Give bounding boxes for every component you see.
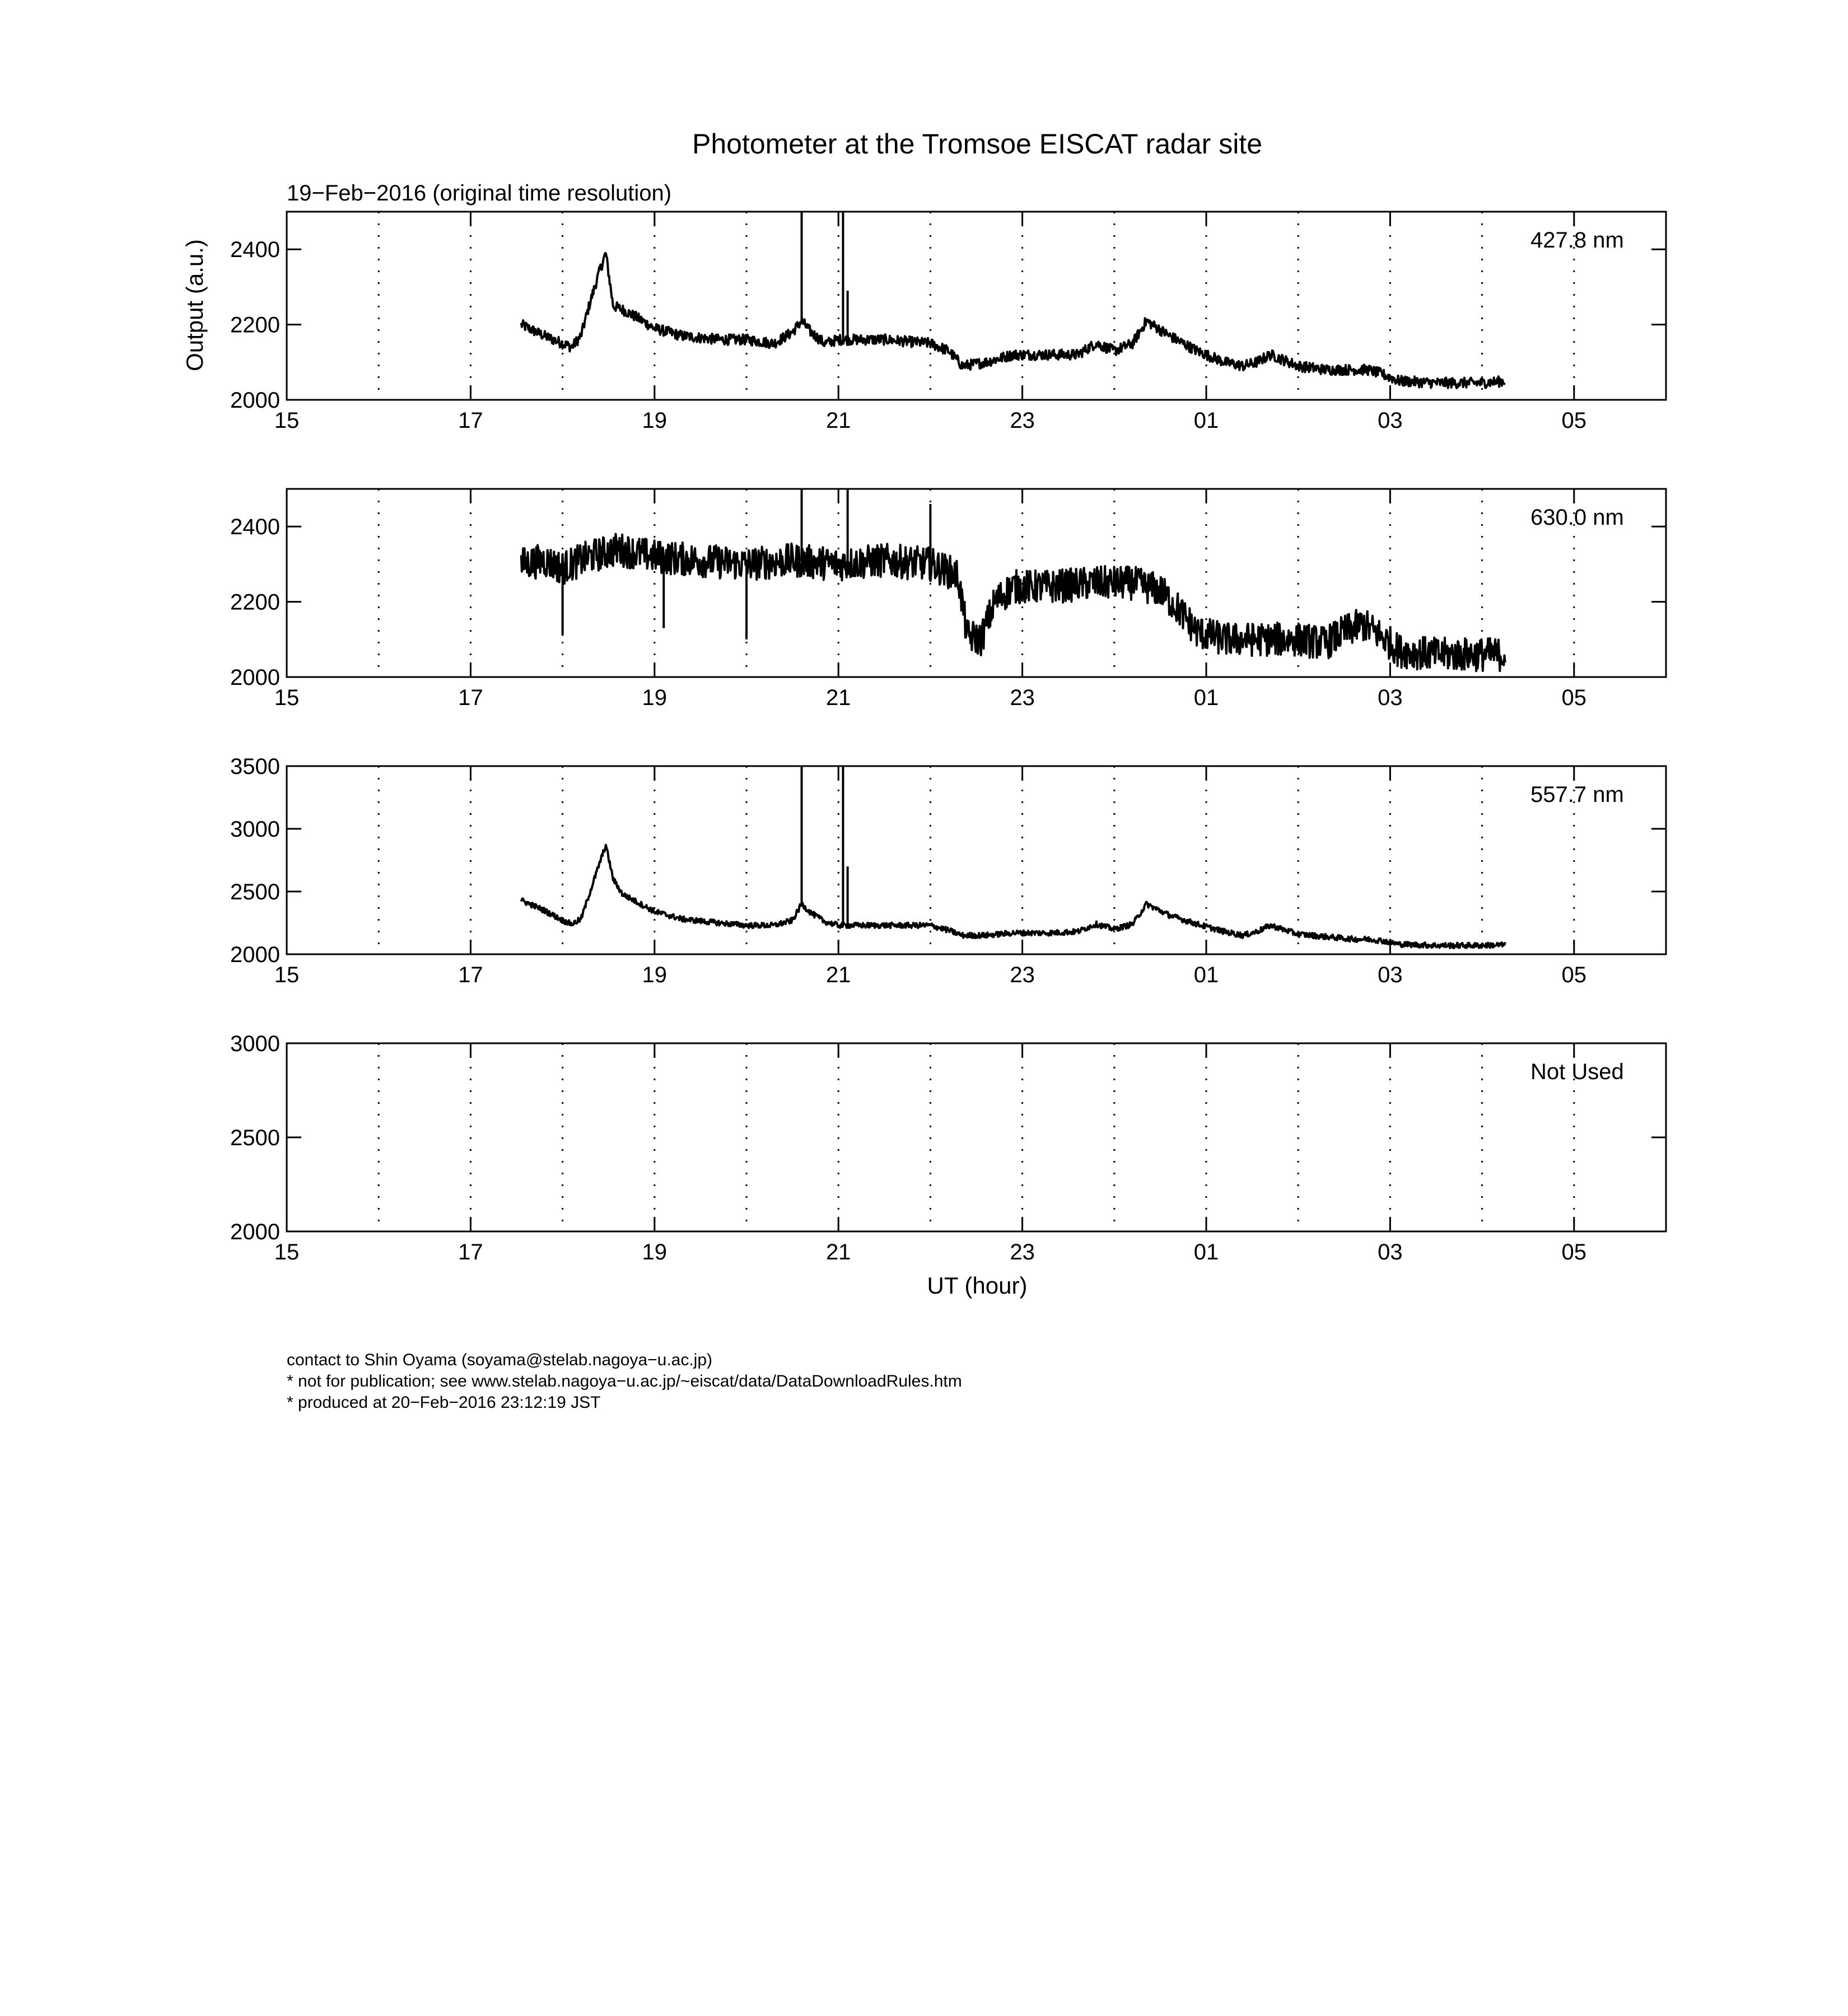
x-tick-label: 15 bbox=[274, 685, 300, 710]
y-tick-label: 2500 bbox=[230, 1126, 280, 1150]
x-tick-label: 05 bbox=[1561, 408, 1587, 433]
y-tick-label: 3000 bbox=[230, 817, 280, 842]
footer-line-1: contact to Shin Oyama (soyama@stelab.nagoya−u.ac.jp) bbox=[287, 1351, 713, 1369]
band-label: 427.8 nm bbox=[1530, 228, 1624, 253]
x-tick-label: 01 bbox=[1193, 685, 1219, 710]
y-tick-label: 3000 bbox=[230, 1032, 280, 1056]
y-tick-label: 2000 bbox=[230, 388, 280, 413]
x-tick-label: 15 bbox=[274, 408, 300, 433]
x-tick-label: 03 bbox=[1378, 408, 1403, 433]
band-label: 630.0 nm bbox=[1530, 505, 1624, 530]
x-tick-label: 15 bbox=[274, 1240, 300, 1264]
x-tick-label: 17 bbox=[458, 685, 483, 710]
x-tick-label: 23 bbox=[1010, 408, 1035, 433]
x-tick-label: 17 bbox=[458, 408, 483, 433]
x-tick-label: 21 bbox=[825, 685, 851, 710]
chart-subtitle: 19−Feb−2016 (original time resolution) bbox=[287, 181, 672, 206]
y-tick-label: 2500 bbox=[230, 880, 280, 904]
x-tick-label: 19 bbox=[642, 963, 668, 987]
x-tick-label: 01 bbox=[1193, 408, 1219, 433]
x-tick-label: 03 bbox=[1378, 1240, 1403, 1264]
footer-line-2: * not for publication; see www.stelab.nagoya−u.ac.jp/~eiscat/data/DataDownloadRules.htm bbox=[287, 1372, 962, 1390]
x-tick-label: 15 bbox=[274, 963, 300, 987]
y-tick-label: 2200 bbox=[230, 590, 280, 615]
y-tick-label: 2200 bbox=[230, 312, 280, 338]
band-label: 557.7 nm bbox=[1530, 782, 1624, 807]
x-tick-label: 17 bbox=[458, 1240, 483, 1264]
x-tick-label: 21 bbox=[825, 963, 851, 987]
x-tick-label: 19 bbox=[642, 1240, 668, 1264]
x-tick-label: 05 bbox=[1561, 685, 1587, 710]
footer-line-3: * produced at 20−Feb−2016 23:12:19 JST bbox=[287, 1393, 601, 1412]
y-axis-label: Output (a.u.) bbox=[181, 239, 208, 371]
x-tick-label: 01 bbox=[1193, 963, 1219, 987]
y-tick-label: 2400 bbox=[230, 515, 280, 540]
y-tick-label: 2000 bbox=[230, 1220, 280, 1244]
x-tick-label: 17 bbox=[458, 963, 483, 987]
x-tick-label: 03 bbox=[1378, 685, 1403, 710]
x-tick-label: 05 bbox=[1561, 963, 1587, 987]
x-tick-label: 05 bbox=[1561, 1240, 1587, 1264]
y-tick-label: 3500 bbox=[230, 754, 280, 779]
x-tick-label: 21 bbox=[825, 1240, 851, 1264]
x-axis-label: UT (hour) bbox=[927, 1272, 1028, 1299]
x-tick-label: 23 bbox=[1010, 1240, 1035, 1264]
x-tick-label: 23 bbox=[1010, 685, 1035, 710]
band-label: Not Used bbox=[1530, 1060, 1624, 1084]
x-tick-label: 19 bbox=[642, 685, 668, 710]
y-tick-label: 2000 bbox=[230, 665, 280, 690]
x-tick-label: 21 bbox=[825, 408, 851, 433]
x-tick-label: 03 bbox=[1378, 963, 1403, 987]
x-tick-label: 19 bbox=[642, 408, 668, 433]
y-tick-label: 2400 bbox=[230, 237, 280, 263]
y-tick-label: 2000 bbox=[230, 942, 280, 967]
chart-title: Photometer at the Tromsoe EISCAT radar site bbox=[692, 128, 1263, 160]
x-tick-label: 23 bbox=[1010, 963, 1035, 987]
x-tick-label: 01 bbox=[1193, 1240, 1219, 1264]
